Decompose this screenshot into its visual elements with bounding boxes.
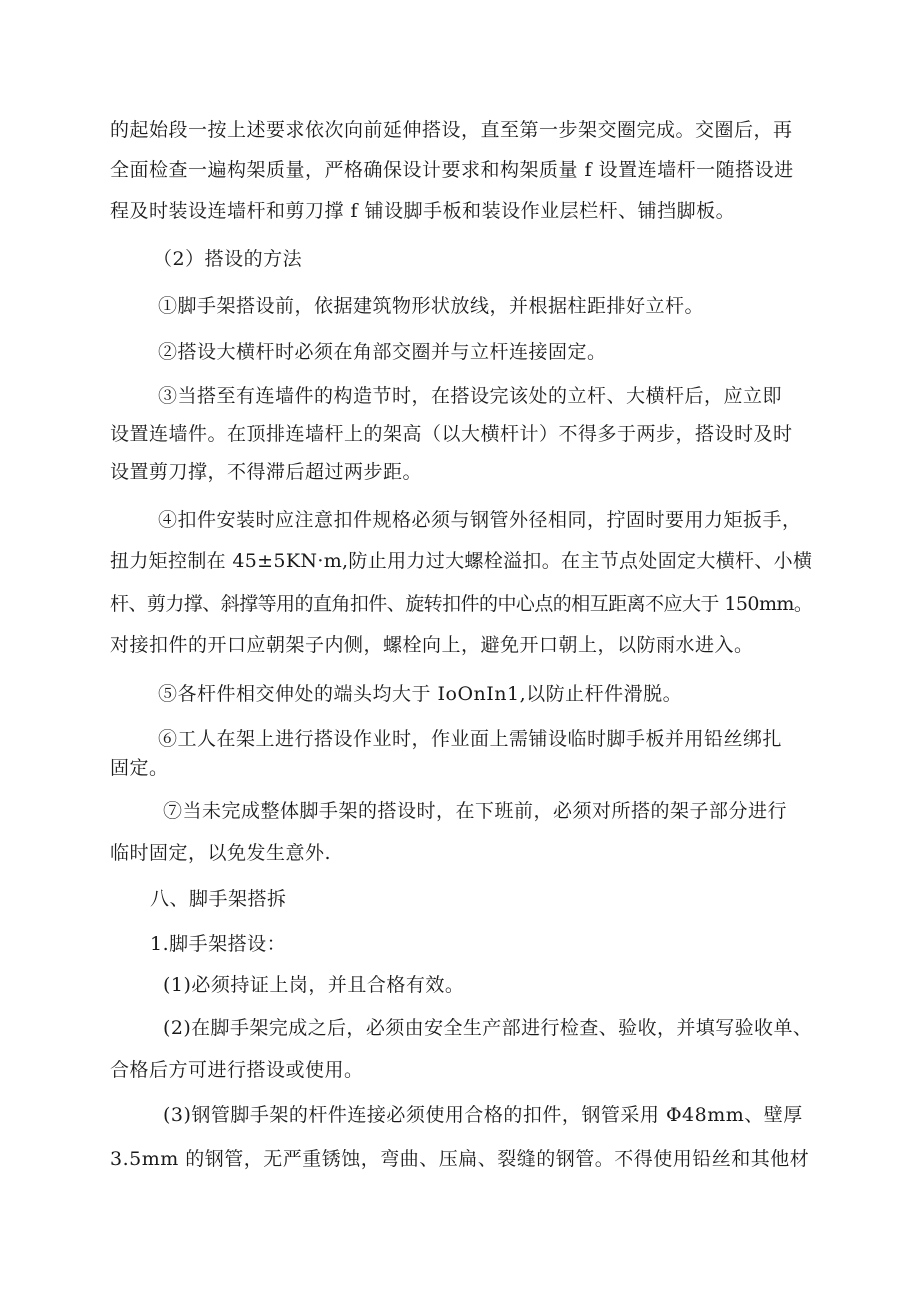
text-line: ③当搭至有连墙件的构造节时，在搭设完该处的立杆、大横杆后，应立即 bbox=[158, 385, 783, 407]
text-line: 固定。 bbox=[110, 757, 169, 779]
text-line: ①脚手架搭设前，依据建筑物形状放线，并根据柱距排好立杆。 bbox=[158, 295, 705, 317]
subsection-heading: 1.脚手架搭设： bbox=[150, 933, 287, 955]
text-line: 对接扣件的开口应朝架子内侧，螺栓向上，避免开口朝上，以防雨水进入。 bbox=[110, 634, 754, 656]
text-line: 合格后方可进行搭设或使用。 bbox=[110, 1059, 364, 1081]
text-line: ⑦当未完成整体脚手架的搭设时，在下班前，必须对所搭的架子部分进行 bbox=[163, 800, 788, 822]
section-heading: （2）搭设的方法 bbox=[153, 248, 303, 270]
text-line: 程及时装设连墙杆和剪刀撑 f 铺设脚手板和装设作业层栏杆、铺挡脚板。 bbox=[110, 200, 736, 222]
text-line: ⑥工人在架上进行搭设作业时，作业面上需铺设临时脚手板并用铅丝绑扎 bbox=[158, 728, 783, 750]
text-line: (2)在脚手架完成之后，必须由安全生产部进行检查、验收，并填写验收单、 bbox=[163, 1017, 813, 1039]
section-heading: 八、脚手架搭拆 bbox=[150, 888, 287, 910]
text-line: ④扣件安装时应注意扣件规格必须与钢管外径相同，拧固时要用力矩扳手， bbox=[158, 509, 802, 531]
text-line: 扭力矩控制在 45±5KN·m,防止用力过大螺栓溢扣。在主节点处固定大横杆、小横 bbox=[110, 550, 813, 572]
text-line: (1)必须持证上岗，并且合格有效。 bbox=[163, 974, 465, 996]
text-line: (3)钢管脚手架的杆件连接必须使用合格的扣件，钢管采用 Φ48mm、壁厚 bbox=[163, 1104, 803, 1126]
text-line: 3.5mm 的钢管，无严重锈蚀，弯曲、压扁、裂缝的钢管。不得使用铅丝和其他材 bbox=[110, 1148, 810, 1170]
text-line: 设置剪刀撑，不得滞后超过两步距。 bbox=[110, 461, 423, 483]
text-line: 设置连墙件。在顶排连墙杆上的架高（以大横杆计）不得多于两步，搭设时及时 bbox=[110, 423, 793, 445]
text-line: ⑤各杆件相交伸处的端头均大于 IoOnIn1,以防止杆件滑脱。 bbox=[158, 683, 683, 705]
text-line: ②搭设大横杆时必须在角部交圈并与立杆连接固定。 bbox=[158, 341, 607, 363]
text-line: 全面检查一遍构架质量，严格确保设计要求和构架质量 f 设置连墙杆一随搭设进 bbox=[110, 159, 794, 181]
text-line: 的起始段一按上述要求依次向前延伸搭设，直至第一步架交圈完成。交圈后，再 bbox=[110, 119, 793, 141]
text-line: 临时固定，以免发生意外. bbox=[110, 842, 332, 864]
text-line: 杆、剪力撑、斜撑等用的直角扣件、旋转扣件的中心点的相互距离不应大于 150mm。 bbox=[110, 593, 813, 615]
